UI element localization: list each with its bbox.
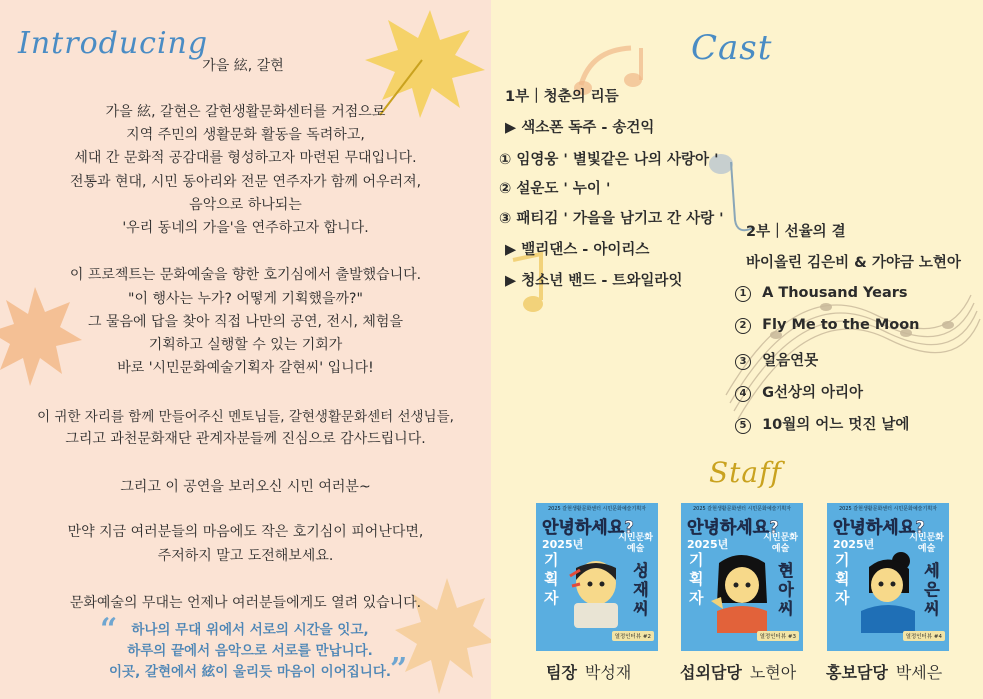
part1-item-text: 색소폰 독주 - 송건익 [521, 120, 655, 136]
intro-line: 만약 지금 여러분들의 마음에도 작은 호기심이 피어난다면, [67, 524, 424, 540]
circled-number: 5 [735, 418, 751, 434]
staff-name: 박세은 [895, 663, 943, 682]
poster-kh: 기 획 자 [544, 551, 559, 607]
part1-item-text: 패티김 ' 가을을 남기고 간 사랑 ' [516, 211, 724, 227]
part2-item [735, 413, 909, 434]
part1-item [499, 177, 610, 198]
part1-item-text: 임영웅 ' 별빛같은 나의 사랑아 ' [516, 152, 719, 168]
part1-item [505, 269, 682, 290]
part1-title: 1부｜청춘의 리듬 [505, 89, 619, 105]
part2-item-text: Fly Me to the Moon [762, 317, 920, 333]
part2-title: 2부｜선율의 결 [746, 224, 846, 240]
intro-line: 전통과 현대, 시민 동아리와 전문 연주자가 함께 어우러져, [69, 174, 422, 190]
intro-line: 이 귀한 자리를 함께 만들어주신 멘토님들, 갈현생활문화센터 선생님들, [37, 409, 454, 425]
cast-staff-page [491, 0, 983, 699]
poster-header: 2025 갈현생활문화센터 시민문화예술기획자 [692, 506, 791, 512]
closing-quote [80, 620, 420, 683]
intro-line: 이 프로젝트는 문화예술을 향한 호기심에서 출발했습니다. [69, 267, 422, 283]
poster-header: 2025 갈현생활문화센터 시민문화예술기획자 [547, 506, 646, 512]
poster-person-name: 현 아 씨 [778, 561, 794, 618]
intro-line: '우리 동네의 가을'을 연주하고자 합니다. [122, 220, 369, 236]
intro-heading: 가을 絃, 갈현 [202, 58, 284, 74]
introducing-script-title: Introducing [18, 26, 209, 61]
staff-poster-promotion [827, 503, 949, 651]
play-marker-icon: ▶ [505, 120, 517, 136]
part2-item [735, 381, 863, 402]
intro-line: 가을 絃, 갈현은 갈현생활문화센터를 거점으로 [105, 104, 386, 120]
introduction-page [0, 0, 491, 699]
intro-line: 문화예술의 무대는 언제나 여러분들에게도 열려 있습니다. [69, 595, 422, 611]
part1-item [505, 116, 654, 137]
staff-poster-booking [681, 503, 803, 651]
illustrated-person-avatar [566, 558, 626, 628]
poster-side: 시민문화 예술 [763, 533, 798, 554]
circled-number: 2 [735, 318, 751, 334]
part1-item [499, 207, 724, 228]
intro-line: 음악으로 하나되는 [189, 197, 302, 213]
play-marker-icon: ▶ [505, 273, 517, 289]
poster-headline: 안녕하세요? [542, 518, 634, 538]
part2-item [735, 349, 818, 370]
close-quote-mark: ” [390, 652, 408, 687]
staff-poster-leader [536, 503, 658, 651]
staff-role: 홍보담당 [826, 663, 888, 682]
part2-item-text: A Thousand Years [762, 285, 908, 301]
quote-line: 하나의 무대 위에서 서로의 시간을 잇고, [131, 622, 369, 638]
circled-number: 1 [735, 286, 751, 302]
open-quote-mark: “ [100, 612, 118, 647]
circled-number: ② [499, 181, 512, 197]
part1-item-text: 설운도 ' 누이 ' [516, 181, 611, 197]
poster-person-name: 세 은 씨 [924, 561, 940, 618]
staff-label-promotion [826, 660, 942, 683]
intro-line: 그리고 이 공연을 보러오신 시민 여러분~ [120, 479, 371, 495]
poster-kh: 기 획 자 [835, 551, 850, 607]
part1-item [499, 148, 719, 169]
staff-label-leader [546, 660, 631, 683]
intro-line: "이 행사는 누가? 어떻게 기획했을까?" [128, 291, 363, 307]
poster-tag: 열정인터뷰 #4 [903, 631, 945, 641]
intro-line: 그 물음에 답을 찾아 직접 나만의 공연, 전시, 체험을 [88, 314, 403, 330]
part2-item [735, 285, 908, 302]
part1-item-text: 밸리댄스 - 아이리스 [521, 242, 650, 258]
poster-year: 2025년 [542, 538, 584, 551]
intro-line: 세대 간 문화적 공감대를 형성하고자 마련된 무대입니다. [74, 150, 417, 166]
play-marker-icon: ▶ [505, 242, 517, 258]
staff-name: 박성재 [584, 663, 632, 682]
illustrated-person-avatar [711, 553, 773, 633]
intro-line: 주저하지 말고 도전해보세요. [157, 548, 334, 564]
staff-label-booking [680, 660, 796, 683]
part1-item-text: 청소년 밴드 - 트와일라잇 [521, 273, 683, 289]
poster-headline: 안녕하세요? [687, 518, 779, 538]
intro-line: 기획하고 실행할 수 있는 기회가 [148, 337, 343, 353]
intro-line: 바로 '시민문화예술기획자 갈현씨' 입니다! [117, 360, 374, 376]
quote-line: 이곳, 갈현에서 絃이 울리듯 마음이 이어집니다. [109, 664, 391, 680]
part2-item [735, 317, 920, 334]
circled-number: 4 [735, 386, 751, 402]
illustrated-person-avatar [857, 551, 919, 633]
poster-tag: 열정인터뷰 #3 [757, 631, 799, 641]
staff-name: 노현아 [749, 663, 797, 682]
circled-number: 3 [735, 354, 751, 370]
part2-item-text: 10월의 어느 멋진 날에 [762, 417, 910, 433]
intro-line: 지역 주민의 생활문화 활동을 독려하고, [126, 127, 365, 143]
staff-script-title: Staff [709, 456, 782, 489]
quote-line: 하루의 끝에서 음악으로 서로를 만납니다. [127, 643, 373, 659]
poster-side: 시민문화 예술 [909, 533, 944, 554]
poster-year: 2025년 [833, 538, 875, 551]
poster-side: 시민문화 예술 [618, 533, 653, 554]
poster-year: 2025년 [687, 538, 729, 551]
part2-item-text: G선상의 아리아 [762, 385, 864, 401]
cast-script-title: Cast [691, 28, 773, 68]
part2-performers: 바이올린 김은비 & 가야금 노현아 [746, 255, 961, 271]
circled-number: ③ [499, 211, 512, 227]
poster-header: 2025 갈현생활문화센터 시민문화예술기획자 [838, 506, 937, 512]
poster-tag: 열정인터뷰 #2 [612, 631, 654, 641]
staff-role: 섭외담당 [680, 663, 742, 682]
poster-person-name: 성 재 씨 [633, 561, 649, 618]
intro-line: 그리고 과천문화재단 관계자분들께 진심으로 감사드립니다. [65, 431, 426, 447]
circled-number: ① [499, 152, 512, 168]
part1-item [505, 238, 649, 259]
poster-headline: 안녕하세요? [833, 518, 925, 538]
part2-item-text: 얼음연못 [762, 353, 819, 369]
staff-role: 팀장 [546, 663, 577, 682]
poster-kh: 기 획 자 [689, 551, 704, 607]
